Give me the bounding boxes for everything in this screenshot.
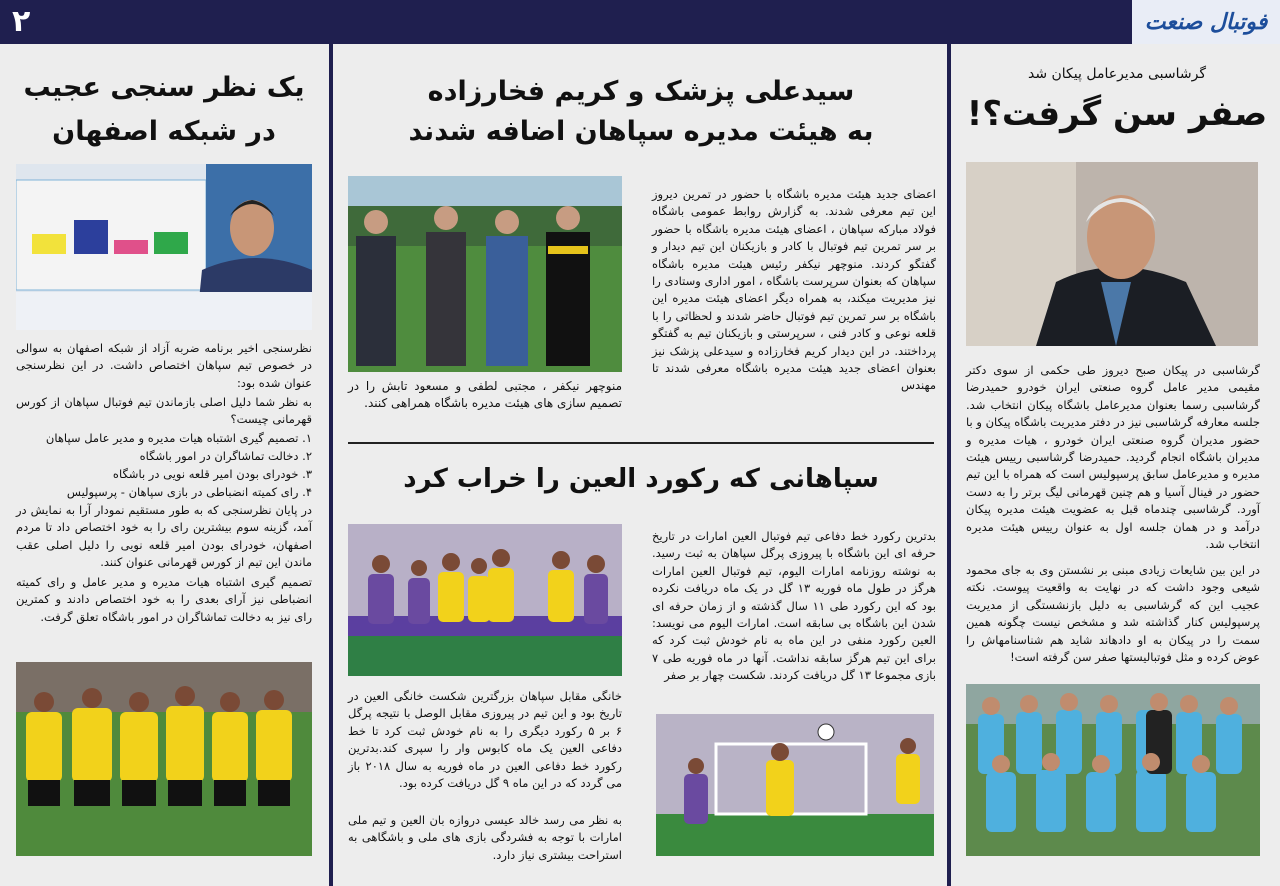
article-headline: در شبکه اصفهان xyxy=(52,116,276,147)
section-rule xyxy=(348,442,934,444)
article-body: در این بین شایعات زیادی مبنی بر نشستن وی به جای محمود شیعی وجود داشت که در نهایت به واقعیت پیوست. نکته عجیب این که گرشاسبی به دلیل بازنشستگی از مدیریت پرسپولیس کنار گذاشته شد و مشخص نیست چگونه همین سمت را در پیکان به او دادهاند شاید هم شناسنامهاش را عوض کرده و مثل فوتبالیستها صفر سن گرفته است! xyxy=(966,563,1260,665)
poll-question: به نظر شما دلیل اصلی بازماندن تیم فوتبال سپاهان از کورس قهرمانی چیست؟ xyxy=(16,395,312,427)
photo-match-action xyxy=(656,714,934,856)
column-divider xyxy=(947,44,951,886)
article-headline: صفر سن گرفت؟! xyxy=(966,94,1268,134)
article-headline: سپاهانی که رکورد العین را خراب کرد xyxy=(403,464,879,494)
article-headline: سیدعلی پزشک و کریم فخارزاده xyxy=(427,76,855,107)
article-body: خانگی مقابل سپاهان بزرگترین شکست خانگی العین در تاریخ بود و این تیم در پیروزی مقابل الوصل با نتیجه پرگل ۶ بر ۵ رکورد دیگری را به نام خودش ثبت کرد تا خط دفاعی العین یک ماه کابوس وار را سپری کند.بدترین رکورد خط دفاعی العین در ماه فوریه به سال ۲۰۱۸ باز می گردد که در این ماه ۹ گل دریافت کرده بود. xyxy=(348,689,622,791)
article-headline: به هیئت مدیره سپاهان اضافه شدند xyxy=(408,116,874,147)
poll-option: ۴. رای کمیته انضباطی در بازی سپاهان - پرسپولیس xyxy=(66,485,312,499)
article-sepahan-board xyxy=(336,44,946,886)
article-headline: یک نظر سنجی عجیب xyxy=(23,72,305,103)
photo-caption: منوچهر نیکفر ، مجتبی لطفی و مسعود تابش را در تصمیم سازی های هیئت مدیره باشگاه همراهی کنند. xyxy=(348,379,622,411)
top-bar xyxy=(0,0,1280,44)
poll-option: ۳. خودرای بودن امیر قلعه نویی در باشگاه xyxy=(112,467,312,481)
article-body: در پایان نظرسنجی که به طور مستقیم نمودار آرا به نمایش در آمد، گزینه سوم بیشترین رای را به خود اختصاص داد تا مردم اصفهان، خودرای بودن امیر قلعه نویی را دلیل اصلی عقب ماندن این تیم از کورس قهرمانی عنوان کنند. xyxy=(16,503,312,570)
article-body: نظرسنجی اخیر برنامه ضربه آزاد از شبکه اصفهان به سوالی در خصوص تیم سپاهان اختصاص داشت. در این نظرسنجی عنوان شده بود: xyxy=(16,341,312,390)
photo-tv-poll xyxy=(16,164,312,330)
article-body: اعضای جدید هیئت مدیره باشگاه با حضور در تمرین دیروز این تیم معرفی شدند. به گزارش روابط عمومی باشگاه فولاد مبارکه سپاهان ، اعضای هیئت مدیره باشگاه با حضور بر سر تمرین تیم فوتبال با کادر و بازیکنان این تیم دیدار و گفتگو کردند. منوچهر نیکفر رئیس هیئت مدیره باشگاه سپاهان که بعنوان سرپرست باشگاه ، امور اداری وستادی را نیز مدیریت میکند، به همراه دیگر اعضای هیئت مدیره این باشگاه بر سر تمرین تیم فوتبال حاضر شدند و لحظاتی را با قلعه نوعی و کادر فنی ، سرپرستی و بازیکنان تیم به گفتگو پرداختند. در این دیدار کریم فخارزاده و سیدعلی پزشک نیز بعنوان اعضای جدید هیئت مدیره باشگاه معرفی شدند تا مهندس xyxy=(652,187,936,393)
article-body: گرشاسبی در پیکان صبح دیروز طی حکمی از سوی دکتر مقیمی مدیر عامل گروه صنعتی ایران خودرو حمیدرضا گرشاسبی رسما بعنوان مدیرعامل باشگاه پیکان انتخاب شد. جلسه معارفه گرشاسبی نیز در دفتر مدیریت باشگاه پیکان و با حضور مدیران گروه صنعتی ایران خودرو ، هیات مدیره و مدیران باشگاه انجام گردید. حمیدرضا گرشاسبی رییس هیئت مدیره و مدیرعامل سابق پرسپولیس است که همراه با این تیم حضور در فینال آسیا و هم چنین قهرمانی لیگ برتر را به دست آورد. گرشاسبی چندماه قبل به عضویت هیئت مدیره پیکان درآمد و در همان جلسه اول به عنوان رییس هیئت مدیره انتخاب شد. xyxy=(966,363,1260,552)
photo-gorshasbi xyxy=(966,162,1258,346)
article-paykan xyxy=(954,44,1280,886)
section-logo: فوتبال صنعت xyxy=(1132,0,1280,44)
photo-sepahan-players xyxy=(348,524,622,676)
article-body: به نظر می رسد خالد عیسی دروازه بان العین و تیم ملی امارات با توجه به فشردگی بازی های ملی و باشگاهی به استراحت بیشتری نیاز دارد. xyxy=(348,813,622,862)
poll-option: ۱. تصمیم گیری اشتباه هیات مدیره و مدیر عامل سپاهان xyxy=(45,431,312,445)
photo-board-members xyxy=(348,176,622,372)
photo-paykan-team xyxy=(966,684,1260,856)
article-body: تصمیم گیری اشتباه هیات مدیره و مدیر عامل و رای کمیته انضباطی نیز آرای بعدی را به خود اختصاص دادند و کمترین رای نیز به دخالت تماشاگران در امور باشگاه تعلق گرفت. xyxy=(16,575,312,624)
photo-sepahan-huddle xyxy=(16,662,312,856)
column-divider xyxy=(329,44,333,886)
article-kicker: گرشاسبی مدیرعامل پیکان شد xyxy=(1027,66,1207,82)
page-number: ۲ xyxy=(12,4,31,39)
poll-option: ۲. دخالت تماشاگران در امور باشگاه xyxy=(139,449,312,463)
article-isfahan-poll xyxy=(0,44,328,886)
article-body: بدترین رکورد خط دفاعی تیم فوتبال العین امارات در تاریخ حرفه ای این باشگاه با پیروزی پرگل سپاهان به ثبت رسید. به نوشته روزنامه امارات الیوم، تیم فوتبال العین امارات هرگز در طول ماه فوریه ۱۳ گل در یک ماه دریافت نکرده بود که این رکورد طی ۱۱ سال گذشته و از زمان حرفه ای شدن این باشگاه بی سابقه است. امارات الیوم می نویسد: العین رکورد منفی در این ماه به نام خودش ثبت کرد که برای این تیم هرگز سابقه نداشت. آنها در ماه فوریه طی ۷ بازی مجموعا ۱۳ گل دریافت کردند. شکست چهار بر صفر xyxy=(652,529,937,683)
